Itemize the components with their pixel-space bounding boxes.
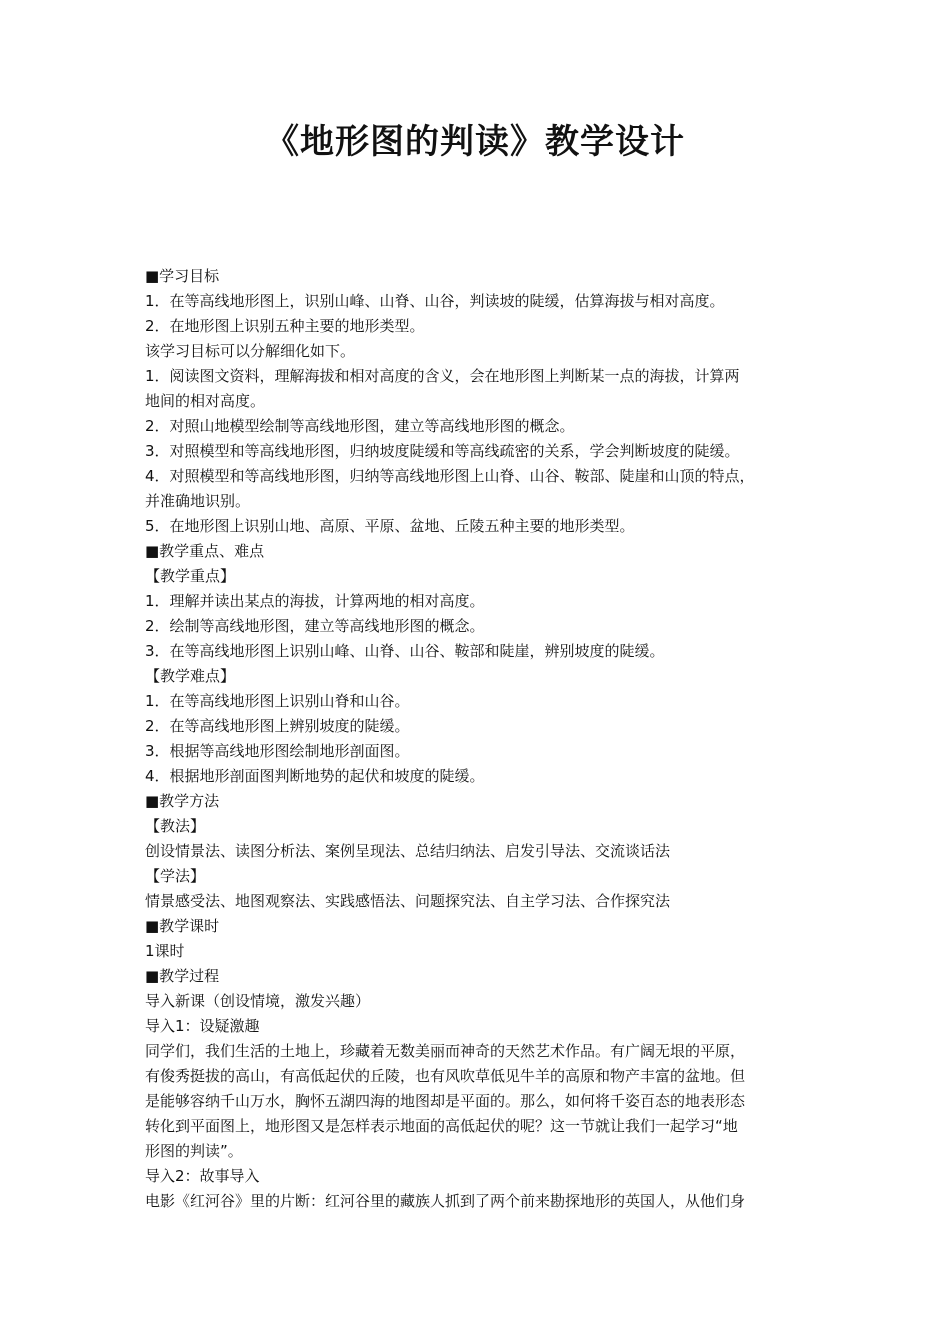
text-line: 2．对照山地模型绘制等高线地形图，建立等高线地形图的概念。	[145, 417, 575, 435]
document-body	[145, 264, 825, 1214]
text-line: 情景感受法、地图观察法、实践感悟法、问题探究法、自主学习法、合作探究法	[145, 892, 671, 910]
text-line: 地间的相对高度。	[145, 392, 266, 410]
text-line: 有俊秀挺拔的高山，有高低起伏的丘陵，也有风吹草低见牛羊的高原和物产丰富的盆地。但	[145, 1067, 746, 1085]
section-heading-teaching-process: ■教学过程	[145, 967, 220, 985]
text-line: 2．在等高线地形图上辨别坡度的陡缓。	[145, 717, 410, 735]
subheading-teaching-method: 【教法】	[145, 817, 206, 835]
text-line: 2．在地形图上识别五种主要的地形类型。	[145, 317, 425, 335]
text-line: 1．阅读图文资料，理解海拔和相对高度的含义，会在地形图上判断某一点的海拔，计算两	[145, 367, 740, 385]
text-line: 1．在等高线地形图上识别山脊和山谷。	[145, 692, 410, 710]
text-line: 转化到平面图上，地形图又是怎样表示地面的高低起伏的呢？这一节就让我们一起学习“地	[145, 1117, 738, 1135]
text-line: 1．在等高线地形图上，识别山峰、山脊、山谷，判读坡的陡缓，估算海拔与相对高度。	[145, 292, 725, 310]
text-line: 是能够容纳千山万水，胸怀五湖四海的地图却是平面的。那么，如何将千姿百态的地表形态	[145, 1092, 746, 1110]
text-line: 导入新课（创设情境，激发兴趣）	[145, 992, 371, 1010]
text-line: 电影《红河谷》里的片断：红河谷里的藏族人抓到了两个前来勘探地形的英国人，从他们身	[145, 1192, 746, 1210]
subheading-learning-method: 【学法】	[145, 867, 206, 885]
subheading-difficulties: 【教学难点】	[145, 667, 236, 685]
section-heading-key-points: ■教学重点、难点	[145, 542, 265, 560]
text-line: 5．在地形图上识别山地、高原、平原、盆地、丘陵五种主要的地形类型。	[145, 517, 635, 535]
text-line: 创设情景法、读图分析法、案例呈现法、总结归纳法、启发引导法、交流谈话法	[145, 842, 671, 860]
section-heading-learning-objectives: ■学习目标	[145, 267, 220, 285]
text-line: 3．根据等高线地形图绘制地形剖面图。	[145, 742, 410, 760]
text-line: 4．根据地形剖面图判断地势的起伏和坡度的陡缓。	[145, 767, 485, 785]
text-line: 同学们，我们生活的土地上，珍藏着无数美丽而神奇的天然艺术作品。有广阔无垠的平原，	[145, 1042, 746, 1060]
section-heading-class-hours: ■教学课时	[145, 917, 220, 935]
text-line: 形图的判读”。	[145, 1142, 243, 1160]
text-line: 该学习目标可以分解细化如下。	[145, 342, 356, 360]
text-line: 1．理解并读出某点的海拔，计算两地的相对高度。	[145, 592, 485, 610]
document-title: 《地形图的判读》教学设计	[265, 122, 685, 162]
text-line: 导入2：故事导入	[145, 1167, 260, 1185]
section-heading-teaching-methods: ■教学方法	[145, 792, 220, 810]
text-line: 并准确地识别。	[145, 492, 251, 510]
text-line: 导入1：设疑激趣	[145, 1017, 260, 1035]
text-line: 4．对照模型和等高线地形图，归纳等高线地形图上山脊、山谷、鞍部、陡崖和山顶的特点，	[145, 467, 755, 485]
text-line: 2．绘制等高线地形图，建立等高线地形图的概念。	[145, 617, 485, 635]
subheading-key-points: 【教学重点】	[145, 567, 236, 585]
text-line: 3．对照模型和等高线地形图，归纳坡度陡缓和等高线疏密的关系，学会判断坡度的陡缓。	[145, 442, 740, 460]
text-line: 1课时	[145, 942, 185, 960]
text-line: 3．在等高线地形图上识别山峰、山脊、山谷、鞍部和陡崖，辨别坡度的陡缓。	[145, 642, 665, 660]
